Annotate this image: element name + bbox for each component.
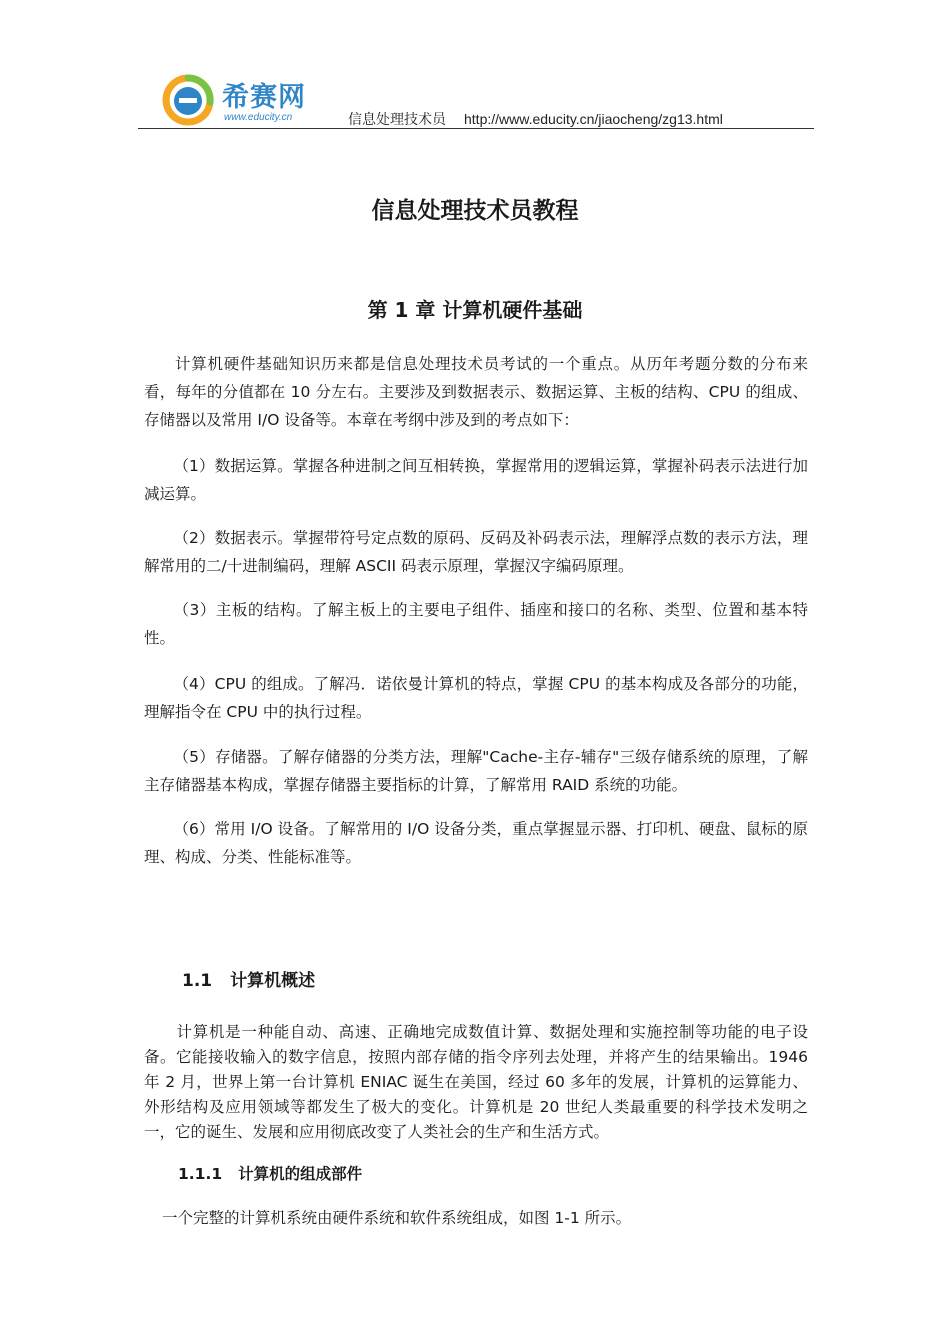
page-header bbox=[138, 66, 814, 129]
section-1-1-1-number: 1.1.1 bbox=[178, 1165, 223, 1183]
logo-text: 希赛网 bbox=[222, 82, 306, 113]
section-1-1-heading bbox=[182, 966, 315, 991]
point-6: （6）常用 I/O 设备。了解常用的 I/O 设备分类，重点掌握显示器、打印机、硬盘、鼠标的原理、构成、分类、性能标准等。 bbox=[144, 820, 808, 866]
educity-logo bbox=[158, 72, 338, 128]
header-meta bbox=[348, 109, 723, 129]
header-section-label: 信息处理技术员 bbox=[348, 112, 446, 128]
logo-url: www.educity.cn bbox=[224, 112, 293, 123]
point-5: （5）存储器。了解存储器的分类方法，理解"Cache-主存-辅存"三级存储系统的原理，了解主存储器基本构成，掌握存储器主要指标的计算，了解常用 RAID 系统的功能。 bbox=[144, 748, 808, 794]
section-1-1-body: 计算机是一种能自动、高速、正确地完成数值计算、数据处理和实施控制等功能的电子设备。它能接收输入的数字信息，按照内部存储的指令序列去处理，并将产生的结果输出。1946 年 2 月，世界上第一台计算机 ENIAC 诞生在美国，经过 60 多年的发展，计算机的运算能力、外形结构及应用领域等都发生了极大的变化。计算机是 20 世纪人类最重要的科学技术发明之一，它的诞生、发展和应用彻底改变了人类社会的生产和生活方式。 bbox=[144, 1023, 808, 1141]
intro-paragraph: 计算机硬件基础知识历来都是信息处理技术员考试的一个重点。从历年考题分数的分布来看，每年的分值都在 10 分左右。主要涉及到数据表示、数据运算、主板的结构、CPU 的组成、存储器以及常用 I/O 设备等。本章在考纲中涉及到的考点如下： bbox=[144, 355, 808, 429]
section-1-1-1-title: 计算机的组成部件 bbox=[238, 1165, 363, 1183]
section-1-1-1-heading bbox=[178, 1162, 362, 1184]
point-3: （3）主板的结构。了解主板上的主要电子组件、插座和接口的名称、类型、位置和基本特性。 bbox=[144, 601, 808, 647]
document-title: 信息处理技术员教程 bbox=[371, 198, 579, 224]
section-1-1-1-body: 一个完整的计算机系统由硬件系统和软件系统组成，如图 1-1 所示。 bbox=[162, 1209, 632, 1227]
section-1-1-title: 计算机概述 bbox=[230, 971, 316, 991]
educity-logo-icon bbox=[158, 72, 218, 128]
header-url[interactable]: http://www.educity.cn/jiaocheng/zg13.html bbox=[464, 111, 723, 127]
point-4: （4）CPU 的组成。了解冯．诺依曼计算机的特点，掌握 CPU 的基本构成及各部分的功能，理解指令在 CPU 中的执行过程。 bbox=[144, 675, 808, 721]
point-1: （1）数据运算。掌握各种进制之间互相转换，掌握常用的逻辑运算，掌握补码表示法进行加减运算。 bbox=[144, 457, 808, 503]
chapter-title: 第 1 章 计算机硬件基础 bbox=[367, 298, 583, 322]
point-2: （2）数据表示。掌握带符号定点数的原码、反码及补码表示法，理解浮点数的表示方法，理解常用的二/十进制编码，理解 ASCII 码表示原理，掌握汉字编码原理。 bbox=[144, 529, 808, 575]
section-1-1-number: 1.1 bbox=[182, 971, 213, 991]
